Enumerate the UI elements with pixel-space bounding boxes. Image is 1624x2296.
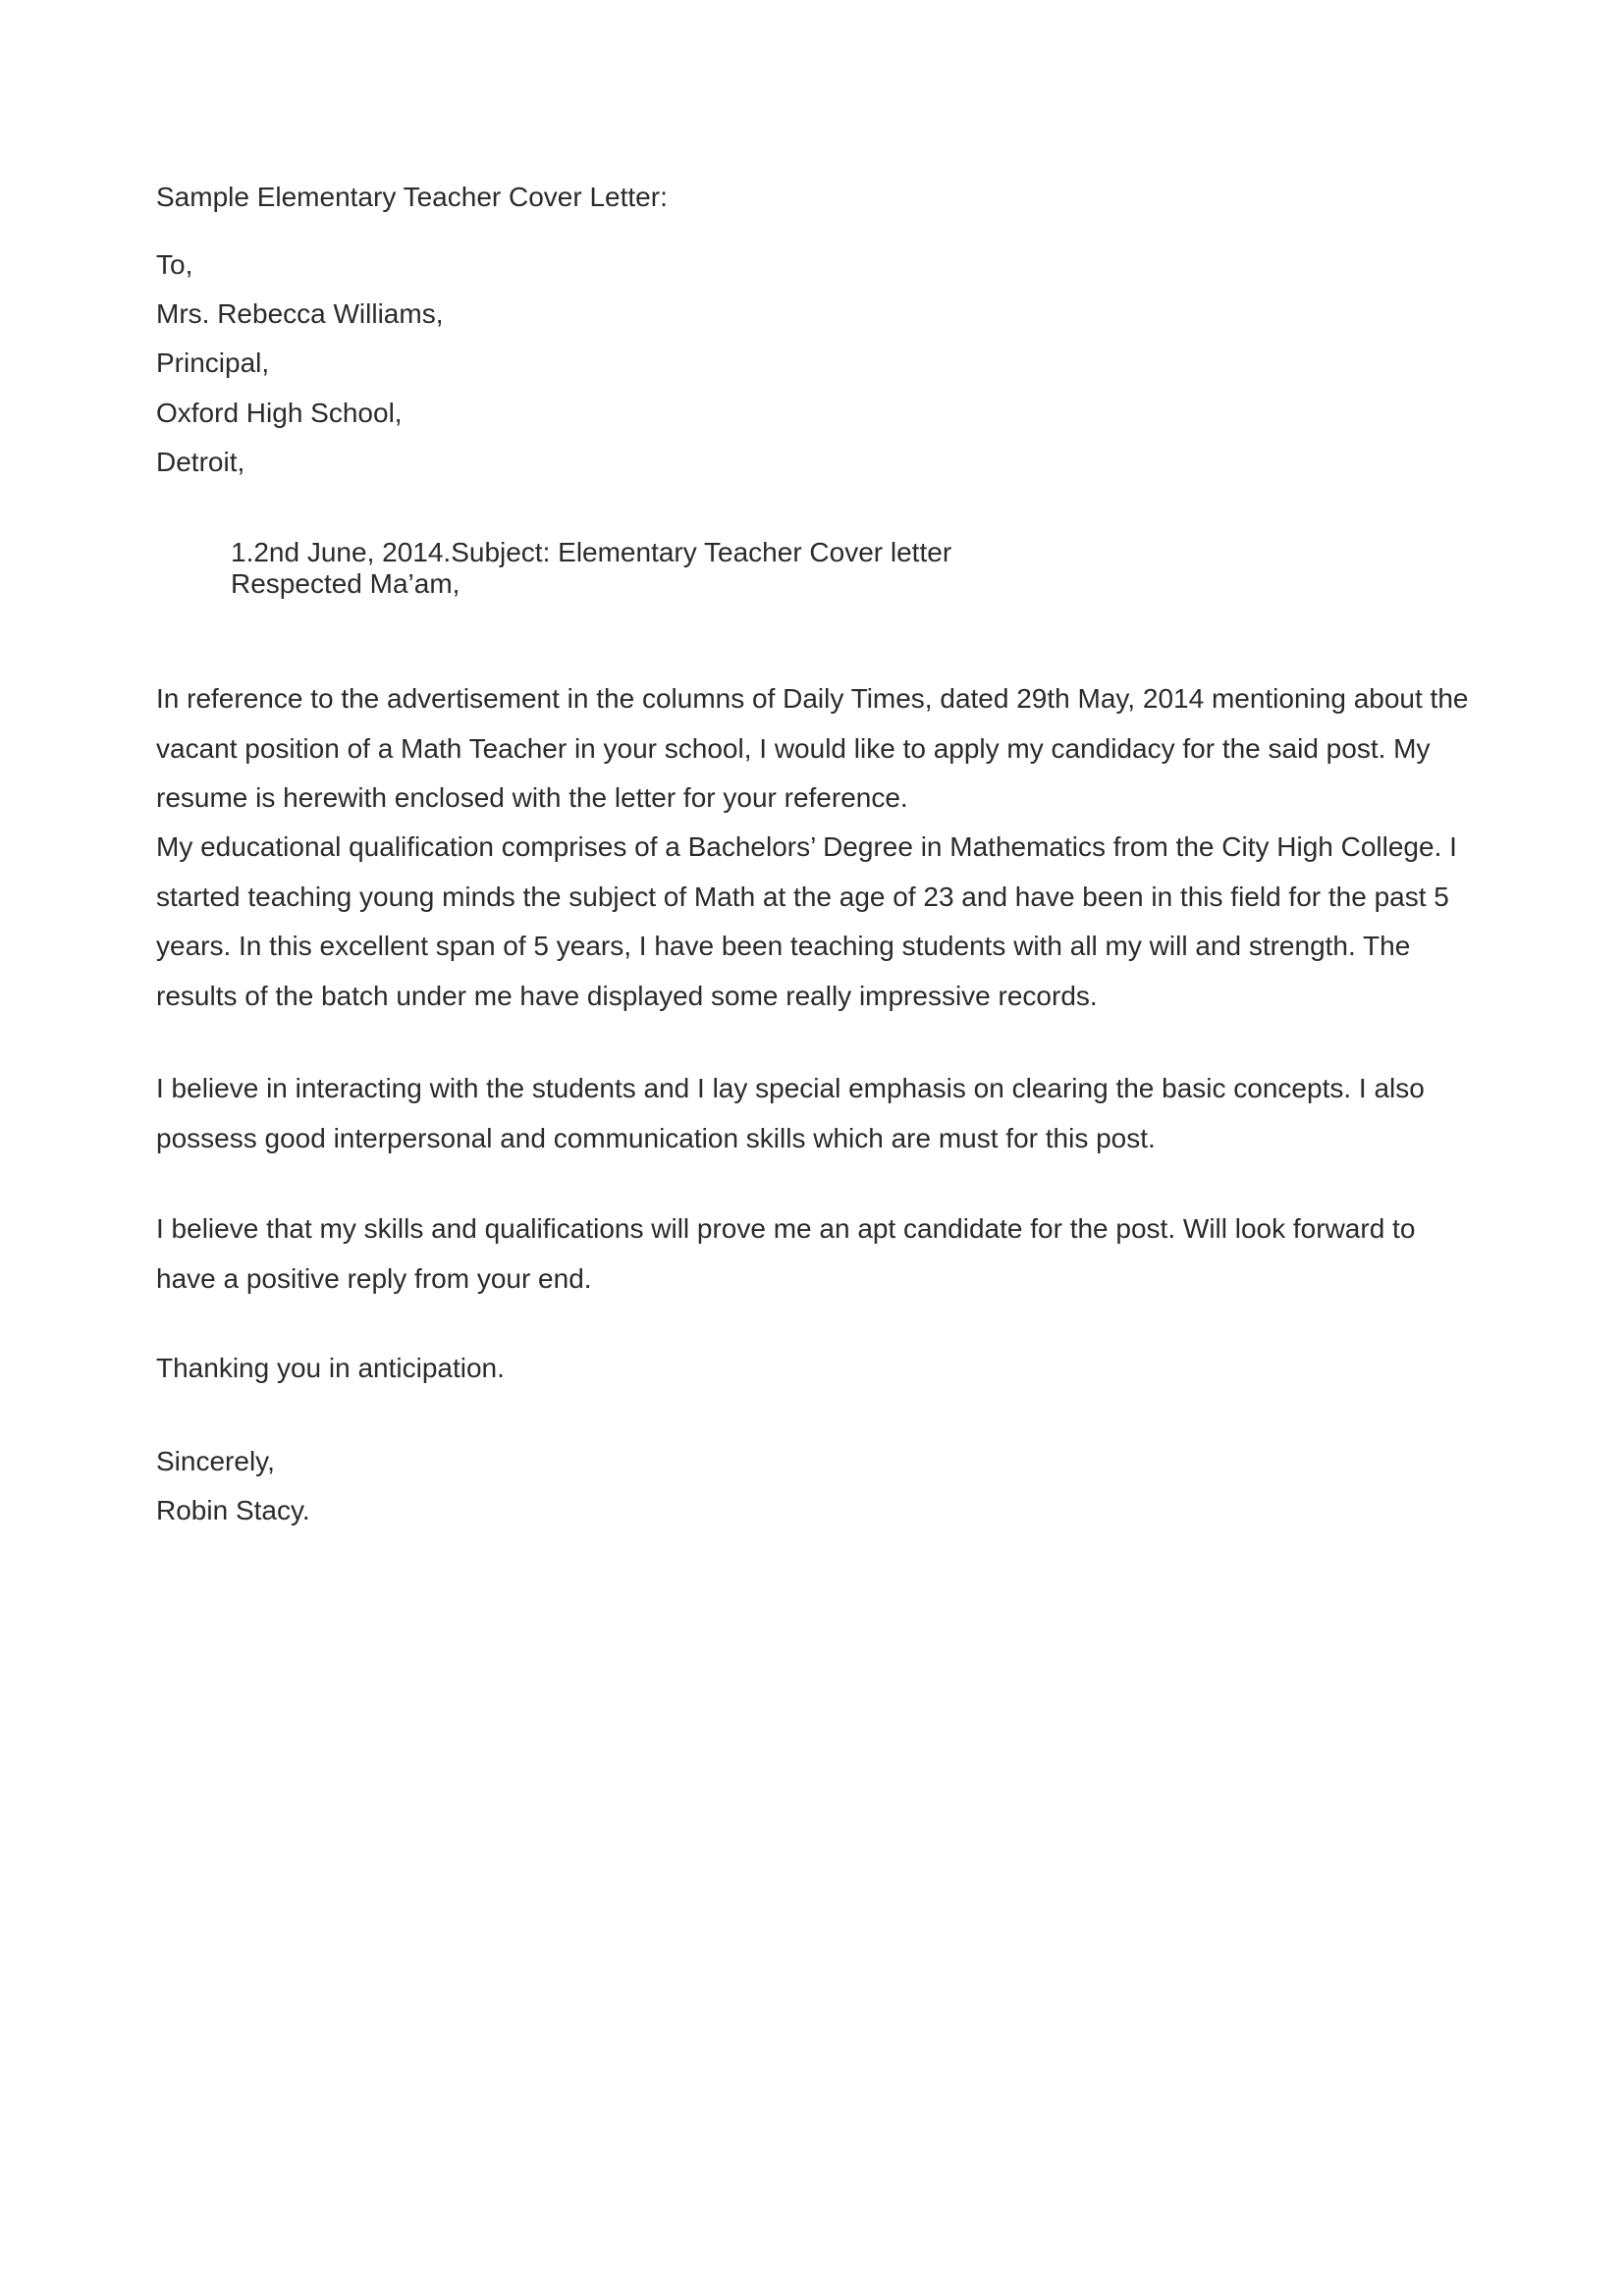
- letter-heading: Sample Elementary Teacher Cover Letter:: [156, 182, 668, 212]
- body-paragraph-5: Thanking you in anticipation.: [156, 1353, 505, 1383]
- date-subject-line: 1.2nd June, 2014.Subject: Elementary Teacher Cover letter: [231, 537, 952, 567]
- body-paragraph-2: My educational qualification comprises of a Bachelors’ Degree in Mathematics from the City High College. I started teaching young minds the subject of Math at the age of 23 and have been in this field for the past 5 years. In this excellent span of 5 years, I have been teaching students with all my will and strength. The results of the batch under me have displayed some really impressive records.: [156, 831, 1457, 1011]
- closing: Sincerely,: [156, 1446, 275, 1476]
- address-to: To,: [156, 249, 193, 280]
- address-title: Principal,: [156, 347, 270, 378]
- address-school: Oxford High School,: [156, 398, 403, 428]
- body-paragraph-4: I believe that my skills and qualifications will prove me an apt candidate for the post. Will look forward to have a positive reply from your end.: [156, 1213, 1416, 1294]
- address-city: Detroit,: [156, 447, 245, 477]
- address-name: Mrs. Rebecca Williams,: [156, 298, 444, 329]
- signature: Robin Stacy.: [156, 1495, 310, 1525]
- body-paragraph-3: I believe in interacting with the students and I lay special emphasis on clearing the basic concepts. I also possess good interpersonal and communication skills which are must for this post.: [156, 1073, 1425, 1153]
- salutation: Respected Ma’am,: [231, 568, 460, 599]
- body-paragraph-1: In reference to the advertisement in the columns of Daily Times, dated 29th May, 2014 mentioning about the vacant position of a Math Teacher in your school, I would like to apply my candidacy for the said post. My resume is herewith enclosed with the letter for your reference.: [156, 683, 1469, 813]
